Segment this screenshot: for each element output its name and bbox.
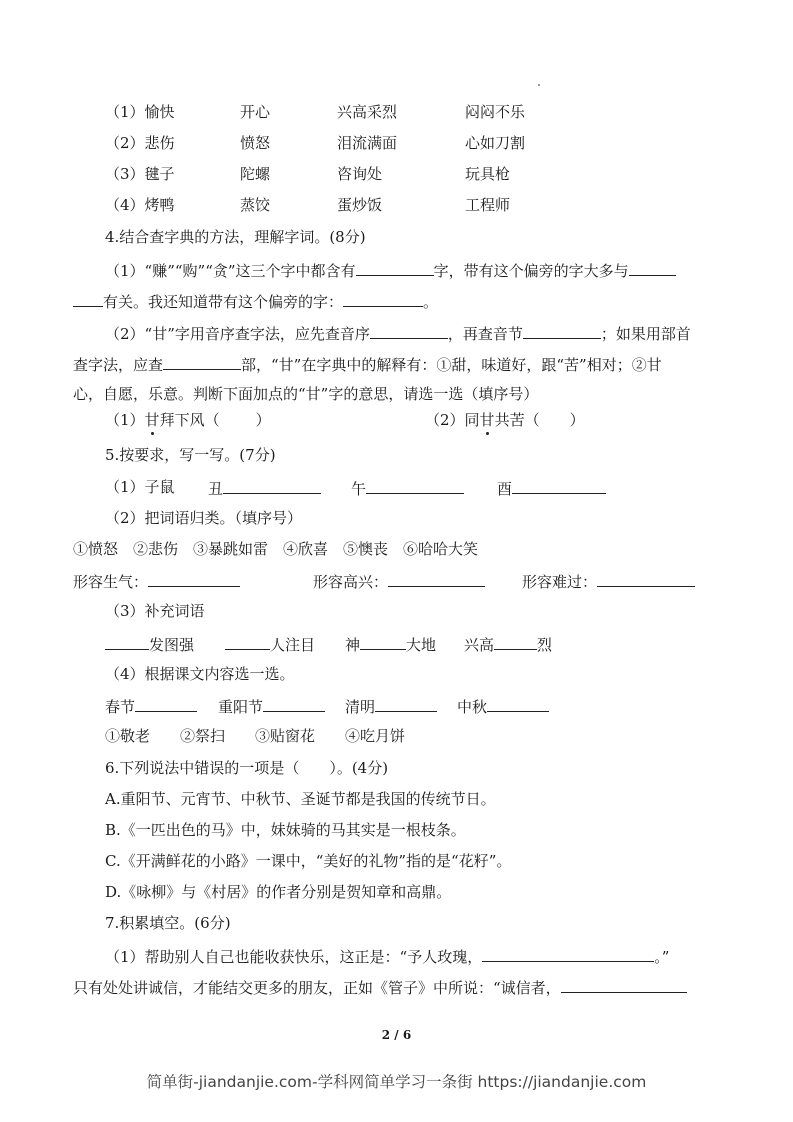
q4-p1-line2	[73, 290, 438, 312]
festival-item	[457, 695, 549, 717]
group-word: 咨询处	[337, 165, 383, 183]
dotted-character: 甘	[144, 411, 160, 429]
q5-text: 酉	[497, 480, 513, 498]
q4-p2-line3: 心，自愿，乐意。判断下面加点的“甘”字的意思，请选一选（填序号）	[73, 385, 539, 403]
q4-text: （2）同	[425, 411, 480, 429]
q4-text: 共苦（	[494, 411, 540, 429]
q5-classify-words: ①愤怒 ②悲伤 ③暴跳如雷 ④欣喜 ⑤懊丧 ⑥哈哈大笑	[73, 540, 479, 558]
answer-blank[interactable]	[105, 633, 149, 650]
q4-text: （2）“甘”字用音序查字法，应先查音序	[105, 325, 370, 343]
group-word: 心如刀割	[465, 134, 526, 152]
group-word: （2）悲伤	[105, 134, 175, 152]
answer-blank[interactable]	[360, 633, 406, 650]
q5-text: 形容难过：	[522, 573, 598, 591]
q7-title: 7.积累填空。(6分)	[105, 914, 231, 932]
q6-option-b: B.《一匹出色的马》中，妹妹骑的马其实是一根枝条。	[105, 821, 466, 839]
fill-item	[345, 633, 436, 655]
group-word: （4）烤鸭	[105, 196, 175, 214]
footer-watermark: 简单街-jiandanjie.com-学科网简单学习一条街 https://jiandanjie.com	[146, 1073, 647, 1091]
q6-option-d: D.《咏柳》与《村居》的作者分别是贺知章和高鼎。	[105, 883, 452, 901]
answer-blank[interactable]	[629, 259, 676, 276]
fill-item	[464, 633, 552, 655]
q5-classify-title: （2）把词语归类。（填序号）	[105, 509, 303, 527]
answer-blank[interactable]	[225, 633, 270, 650]
q4-text: ）	[569, 411, 585, 429]
answer-blank[interactable]	[343, 290, 423, 307]
q6-title: 6.下列说法中错误的一项是（ ）。(4分)	[105, 759, 389, 777]
q4-p2-line1	[105, 322, 691, 344]
group-word: （1）愉快	[105, 103, 175, 121]
answer-blank[interactable]	[388, 570, 485, 587]
zodiac-item	[497, 477, 606, 499]
q7-text: 。”	[654, 948, 670, 966]
q5-choices: ①敬老 ②祭扫 ③贴窗花 ④吃月饼	[105, 727, 406, 745]
answer-blank[interactable]	[370, 322, 448, 339]
q5-text: 重阳节	[218, 698, 264, 716]
answer-blank[interactable]	[135, 695, 197, 712]
q4-text: 字，带有这个偏旁的字大多与	[433, 262, 629, 280]
answer-blank[interactable]	[482, 945, 654, 962]
q7-text: 只有处处讲诚信，才能结交更多的朋友，正如《管子》中所说：“诚信者，	[73, 979, 561, 997]
answer-blank[interactable]	[597, 570, 695, 587]
q4-p1-line1	[105, 259, 676, 281]
q5-zodiac	[105, 477, 513, 498]
group-word: （3）毽子	[105, 165, 175, 183]
q5-fill-title: （3）补充词语	[105, 602, 205, 620]
q4-text: 查字法，应查	[73, 356, 164, 374]
answer-blank[interactable]	[561, 976, 687, 993]
group-word: 蒸饺	[240, 196, 271, 214]
q5-choose-title: （4）根据课文内容选一选。	[105, 665, 295, 683]
answer-blank[interactable]	[148, 570, 240, 587]
q5-text: （1）子鼠	[105, 478, 175, 496]
q5-text: 午	[351, 480, 367, 498]
answer-blank[interactable]	[163, 353, 241, 370]
answer-blank[interactable]	[487, 695, 549, 712]
q5-text: 神	[345, 636, 361, 654]
q4-text: 。	[423, 293, 439, 311]
dotted-character: 甘	[479, 411, 495, 429]
answer-blank[interactable]	[366, 477, 464, 494]
fill-item	[225, 633, 315, 655]
group-word: 兴高采烈	[337, 103, 398, 121]
q5-text: 春节	[105, 698, 136, 716]
q4-text: ，再查音节	[447, 325, 523, 343]
q5-text: 人注目	[270, 636, 316, 654]
q4-text: 部，“甘”在字典中的解释有：①甜，味道好，跟“苦”相对；②甘	[241, 356, 662, 374]
q6-option-c: C.《开满鲜花的小路》一课中，“美好的礼物”指的是“花籽”。	[105, 852, 512, 870]
festival-item	[345, 695, 437, 717]
fill-item	[105, 633, 194, 655]
festival-item	[105, 695, 197, 717]
answer-blank[interactable]	[356, 259, 434, 276]
category-item	[522, 570, 695, 592]
q5-text: 烈	[537, 636, 553, 654]
group-word: 工程师	[465, 196, 511, 214]
group-word: 闷闷不乐	[465, 103, 526, 121]
q5-text: 丑	[208, 480, 224, 498]
q4-text: 有关。我还知道带有这个偏旁的字：	[103, 293, 344, 311]
answer-blank[interactable]	[523, 322, 601, 339]
q7-line1	[105, 945, 669, 967]
q5-text: 形容高兴：	[313, 573, 389, 591]
answer-blank[interactable]	[73, 290, 103, 307]
q7-text: （1）帮助别人自己也能收获快乐，这正是：“予人玫瑰，	[105, 948, 483, 966]
q4-text: 拜下风（	[159, 411, 220, 429]
zodiac-item	[208, 477, 321, 499]
q4-option-1	[105, 410, 271, 430]
q4-p2-line2	[73, 353, 662, 375]
answer-blank[interactable]	[223, 477, 321, 494]
q5-text: 大地	[406, 636, 437, 654]
q5-text: 中秋	[457, 698, 488, 716]
q4-option-2	[425, 410, 585, 430]
q4-title: 4.结合查字典的方法，理解字词。(8分)	[105, 228, 366, 246]
q4-text: （1）	[105, 411, 145, 429]
group-word: 蛋炒饭	[337, 196, 383, 214]
group-word: 陀螺	[240, 165, 271, 183]
group-word: 玩具枪	[465, 165, 511, 183]
q5-text: 发图强	[149, 636, 195, 654]
group-word: 开心	[240, 103, 271, 121]
group-word: 泪流满面	[337, 134, 398, 152]
category-item	[73, 570, 240, 592]
zodiac-item	[351, 477, 464, 499]
scan-dot	[538, 84, 540, 86]
answer-blank[interactable]	[375, 695, 437, 712]
answer-blank[interactable]	[512, 477, 606, 494]
page-number: 2 / 6	[381, 1028, 412, 1042]
category-item	[313, 570, 485, 592]
q4-text: ；如果用部首	[600, 325, 691, 343]
answer-blank[interactable]	[263, 695, 325, 712]
q6-option-a: A.重阳节、元宵节、中秋节、圣诞节都是我国的传统节日。	[105, 790, 496, 808]
q4-text: （1）“赚”“购”“贪”这三个字中都含有	[105, 262, 356, 280]
festival-item	[218, 695, 325, 717]
q5-title: 5.按要求，写一写。(7分)	[105, 446, 276, 464]
q4-text: ）	[255, 411, 271, 429]
q5-text: 兴高	[464, 636, 495, 654]
answer-blank[interactable]	[494, 633, 537, 650]
group-word: 愤怒	[240, 134, 271, 152]
q5-text: 清明	[345, 698, 376, 716]
q7-line2	[73, 976, 687, 998]
q5-text: 形容生气：	[73, 573, 149, 591]
